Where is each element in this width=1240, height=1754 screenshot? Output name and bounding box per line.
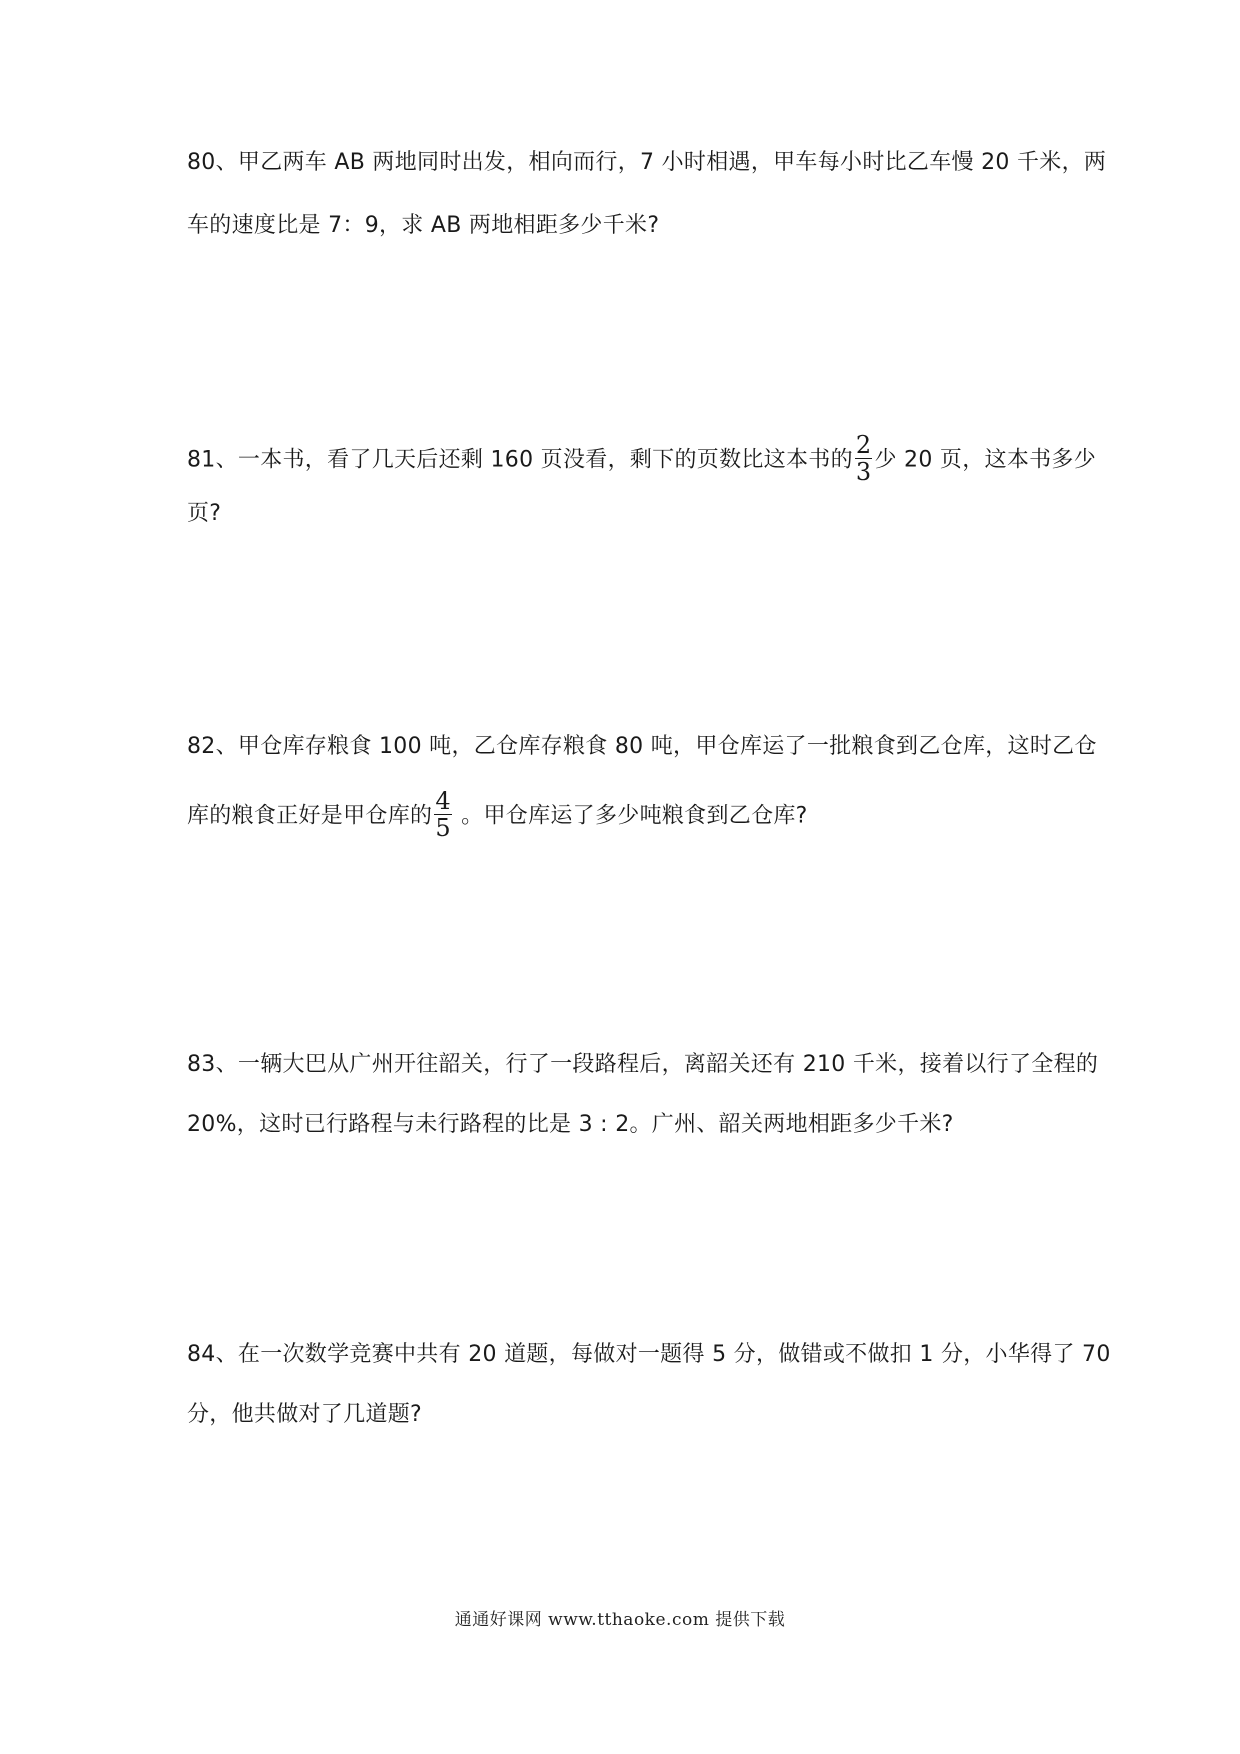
- problem-83-line-2: 20%，这时已行路程与未行路程的比是 3 : 2。广州、韶关两地相距多少千米?: [187, 1112, 954, 1137]
- problem-81-line-1: [187, 431, 1097, 487]
- problem-80-line-1: 80、甲乙两车 AB 两地同时出发，相向而行，7 小时相遇，甲车每小时比乙车慢 20 千米，两: [187, 150, 1107, 175]
- problem-84-line-2: 分，他共做对了几道题?: [187, 1402, 422, 1427]
- problem-81-line-2: 页?: [187, 501, 222, 526]
- fraction-denominator: 5: [435, 814, 451, 842]
- problem-82-line-2: [187, 787, 808, 843]
- problem-84-line-1: 84、在一次数学竞赛中共有 20 道题，每做对一题得 5 分，做错或不做扣 1 分，小华得了 70: [187, 1342, 1111, 1367]
- fraction-numerator: 4: [435, 787, 451, 815]
- problem-80-line-2: 车的速度比是 7：9，求 AB 两地相距多少千米?: [187, 213, 660, 238]
- problem-82-text-before: 库的粮食正好是甲仓库的: [187, 803, 433, 829]
- problem-82-text-after: 。甲仓库运了多少吨粮食到乙仓库?: [453, 803, 808, 829]
- problem-81-text-before: 81、一本书，看了几天后还剩 160 页没看，剩下的页数比这本书的: [187, 447, 853, 473]
- fraction-denominator: 3: [855, 458, 872, 486]
- fraction-four-fifths: [434, 788, 452, 841]
- problem-83-line-1: 83、一辆大巴从广州开往韶关，行了一段路程后，离韶关还有 210 千米，接着以行了全程的: [187, 1052, 1099, 1077]
- fraction-numerator: 2: [855, 431, 872, 459]
- fraction-two-thirds: [855, 432, 873, 485]
- page-footer: 通通好课网 www.tthaoke.com 提供下载: [454, 1610, 786, 1630]
- problem-81-text-after: 少 20 页，这本书多少: [874, 447, 1097, 473]
- problem-82-line-1: 82、甲仓库存粮食 100 吨，乙仓库存粮食 80 吨，甲仓库运了一批粮食到乙仓库，这时乙仓: [187, 734, 1097, 759]
